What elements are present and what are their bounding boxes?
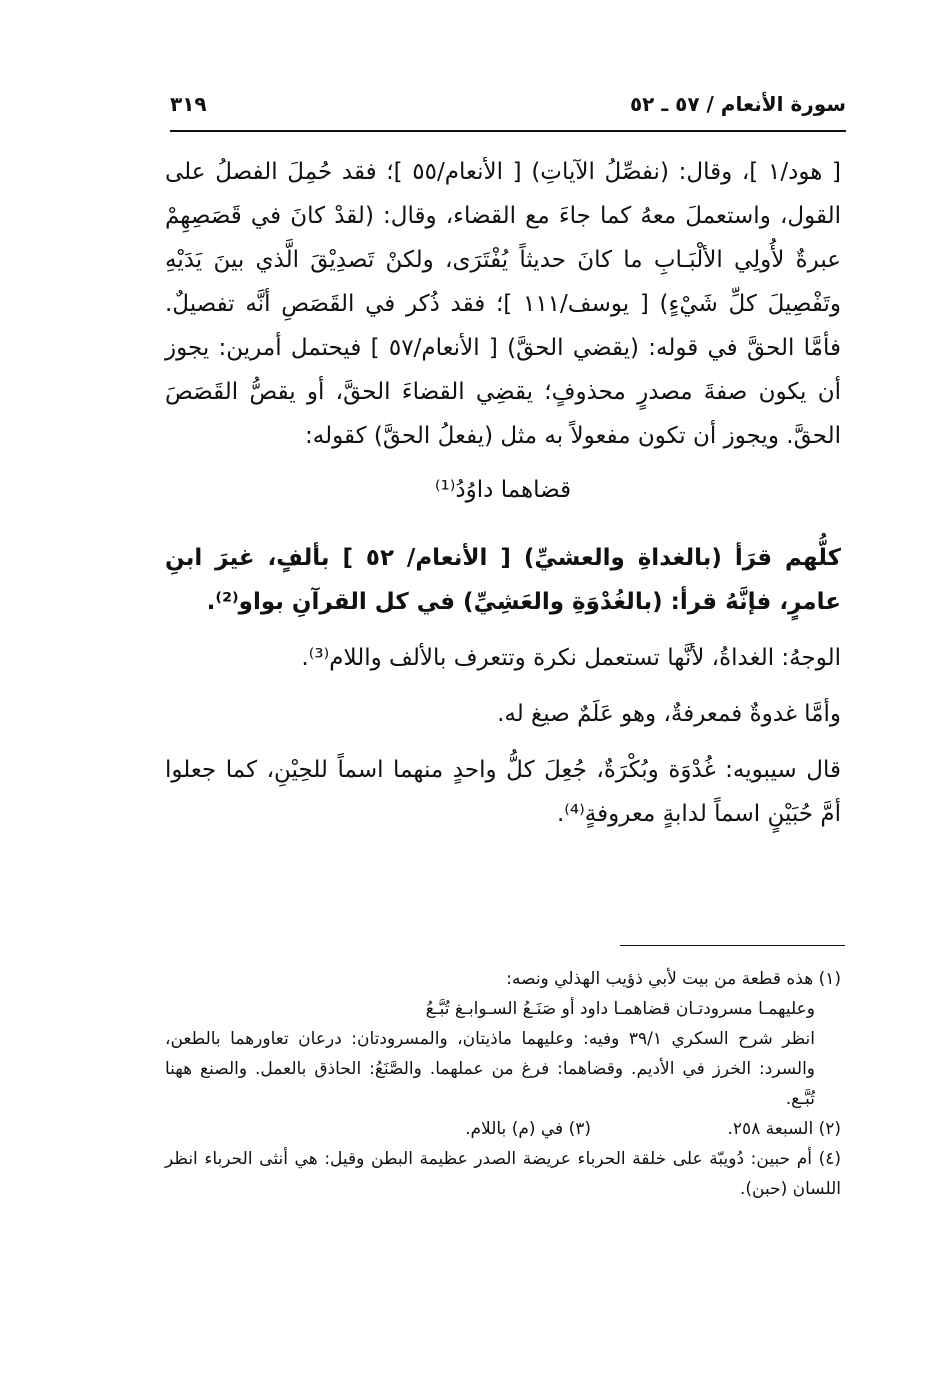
- paragraph-reading: كلُّهم قرَأ (بالغداةِ والعشيِّ) [ الأنعام/ ٥٢ ] بألفٍ، غيرَ ابنِ عامرٍ، فإنَّهُ قرأ: (بالغُدْوَةِ والعَشِيِّ) في كل القرآنِ بواو⁽²⁾.: [165, 545, 841, 615]
- footnote-row-2-3: [165, 1114, 841, 1144]
- poem-fragment: قضاهما داوُدُ⁽¹⁾: [434, 477, 572, 503]
- page-number: ٣١٩: [170, 92, 207, 116]
- footnote-rule: [620, 945, 845, 946]
- paragraph-1: [ هود/١ ]، وقال: (نفصِّلُ الآياتِ) [ الأنعام/٥٥ ]؛ فقد حُمِلَ الفصلُ على القول، واستعملَ معهُ كما جاءَ مع القضاء، وقال: (لقدْ كانَ في قَصَصِهِمْ عبرةٌ لأُولِي الألْبَـابِ ما كانَ حديثاً يُفْتَرَى، ولكنْ تَصدِيْقَ الَّذي بينَ يَدَيْهِ وتَفْصِيلَ كلِّ شَيْءٍ) [ يوسف/١١١ ]؛ فقد ذُكر في القَصَصِ أنَّه تفصيلٌ. فأمَّا الحقَّ في قوله: (يقضي الحقَّ) [ الأنعام/٥٧ ] فيحتمل أمرين: يجوز أن يكون صفةَ مصدرٍ محذوفٍ؛ يقضِي القضاءَ الحقَّ، أو يقصُّ القَصَصَ الحقَّ. ويجوز أن تكون مفعولاً به مثل (يفعلُ الحقَّ) كقوله:: [165, 159, 842, 449]
- main-text: [165, 150, 841, 836]
- paragraph-wajh: الوجهُ: الغداةُ، لأنَّها تستعمل نكرة وتتعرف بالألف واللام⁽³⁾.: [301, 645, 841, 671]
- paragraph-ghudwa: وأمَّا غدوةٌ فمعرفةٌ، وهو عَلَمٌ صيغ له.: [497, 701, 841, 727]
- footnote-1-commentary: انظر شرح السكري ٣٩/١ وفيه: وعليهما ماذيتان، والمسرودتان: درعان تعاورهما بالطعن، والسرد: الخرز في الأديم. وقضاهما: فرغ من عملهما. والصَّنَعُ: الحاذق بالعمل. والصنع ههنا تُبَّـع.: [165, 1029, 815, 1109]
- header-rule: [170, 130, 846, 132]
- footnotes: [165, 964, 841, 1204]
- page-header: [170, 92, 846, 126]
- footnote-2: (٢) السبعة ٢٥٨.: [727, 1119, 841, 1139]
- running-title: سورة الأنعام / ٥٧ ـ ٥٢: [629, 92, 846, 116]
- paragraph-sibawayh: قال سيبويه: غُدْوَة وبُكْرَةٌ، جُعِلَ كلُّ واحدٍ منهما اسماً للحِيْنِ، كما جعلوا أمَّ حُبَيْنٍ اسماً لدابةٍ معروفةٍ⁽⁴⁾.: [165, 757, 841, 827]
- footnote-4: (٤) أم حبين: دُويبّة على خلقة الحرباء عريضة الصدر عظيمة البطن وقيل: هي أنثى الحرباء انظر اللسان (حبن).: [165, 1149, 841, 1199]
- footnote-1-verse: وعليهمـا مسرودتـان قضاهمـا داود أو صَنَـعُ السـوابـغ تُبَّـعُ: [425, 999, 815, 1019]
- footnote-3: (٣) في (م) باللام.: [465, 1119, 591, 1139]
- footnote-1-intro: (١) هذه قطعة من بيت لأبي ذؤيب الهذلي ونصه:: [506, 969, 841, 989]
